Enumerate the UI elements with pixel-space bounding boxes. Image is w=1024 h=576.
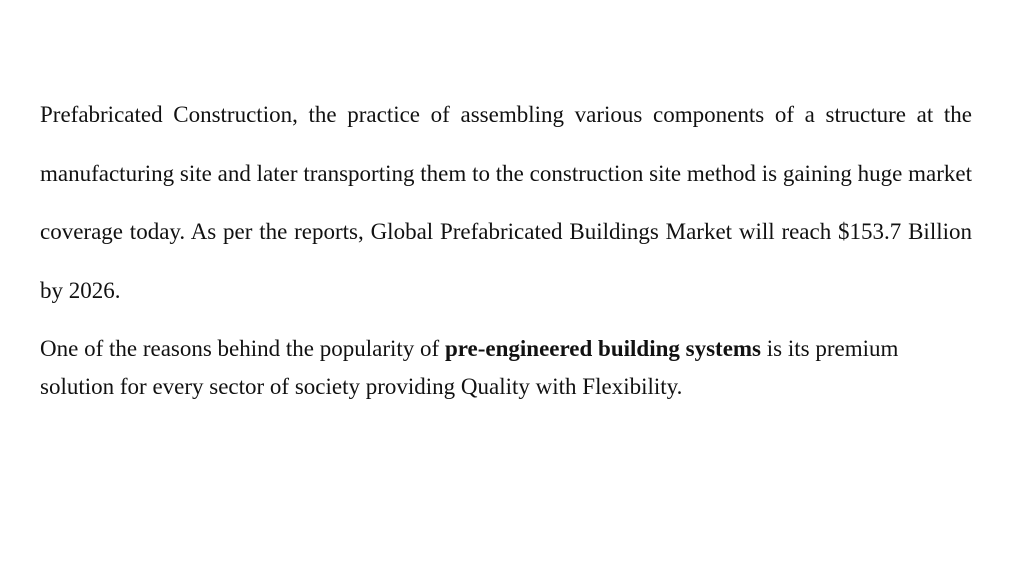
paragraph-prefabricated-construction: Prefabricated Construction, the practice of assembling various components of a structure at the manufacturing site and later transporting them to the construction site method is gaining huge market coverage today. As per the reports, Global Prefabricated Buildings Market will reach $153.7 Billion by 2026. xyxy=(40,102,972,303)
bold-term-pre-engineered-building-systems: pre-engineered building systems xyxy=(444,336,762,361)
paragraph-popularity-reasons xyxy=(40,330,972,406)
paragraph-2-tail-text: is its premium solution for every sector of society providing Quality with Flexibility. xyxy=(40,336,899,399)
document-body xyxy=(40,86,972,406)
paragraph-2-lead-text: One of the reasons behind the popularity of xyxy=(40,336,445,361)
